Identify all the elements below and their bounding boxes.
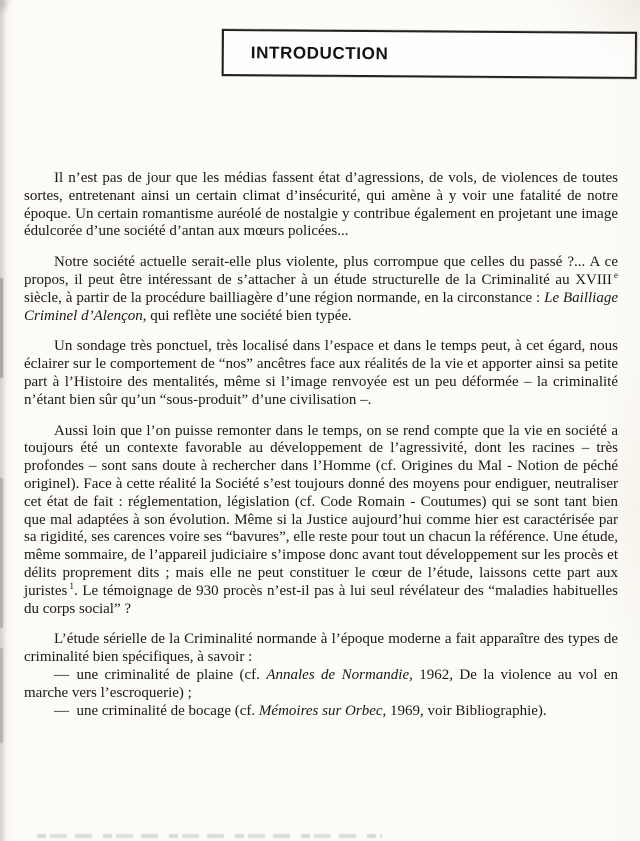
text-run: Aussi loin que l’on puisse remonter dans le temps, on se rend compte que la vie en société a toujours été un contexte favorable au développement de l’agressivité, dont les racines – très profondes – sont sans doute à rechercher dans l’Homme (cf. Origines du Mal - Notion de péché originel). Face à cette réalité la Société s’est toujours donné des moyens pour endiguer, neutraliser cet état de fait : réglementation, législation (cf. Code Romain - Coutumes) qui se sont tant bien que mal adaptées à son évolution. Même si la Justice aujourd’hui comme hier est caractérisée par sa rigidité, ses carences voire ses “bavures”, elle reste pour tout un chacun la référence. Une étude, même sommaire, de l’appareil judiciaire s’impose donc avant tout développement sur les procès et délits proprement dits ; mais elle ne peut constituer le cœur de l’étude, laissons cette part aux juristes bbox=[24, 422, 618, 599]
paragraph-medias bbox=[24, 170, 618, 241]
body-text bbox=[24, 170, 618, 720]
text-run: — une criminalité de plaine (cf. bbox=[54, 666, 267, 683]
paragraph-sondage bbox=[24, 338, 618, 409]
scan-streak-artifact bbox=[0, 648, 3, 743]
text-run: Un sondage très ponctuel, très localisé dans l’espace et dans le temps peut, à cet égard, nous éclairer sur le comportement de “nos” ancêtres face aux réalités de la vie et apporter ainsi sa petite part à l’Histoire des mentalités, même si l’image renvoyée est un peu déformée – la criminalité n’étant bien sûr qu’un “sous-produit” d’une civilisation –. bbox=[24, 338, 618, 408]
text-run: siècle, à partir de la procédure bailliagère d’une région normande, en la circonstance : bbox=[24, 289, 545, 306]
scan-streak-artifact bbox=[0, 478, 3, 628]
title-box bbox=[222, 29, 637, 79]
text-run: , qui reflète une société bien typée. bbox=[142, 307, 352, 324]
text-run-italic: Mémoires sur Orbec bbox=[258, 702, 383, 719]
paragraph-etude-serielle bbox=[24, 631, 618, 667]
text-run: , 1962, De la violence au vol en marche vers l’escroquerie) ; bbox=[24, 666, 618, 701]
text-run: Il n’est pas de jour que les médias fassent état d’agressions, de vols, de violences de toutes sortes, entretenant ainsi un certain climat d’insécurité, qui amène à y voir une fatalité de notre époque. Un certain romantisme auréolé de nostalgie y contribue également en projetant une image édulcorée d’une société d’antan aux mœurs policées... bbox=[24, 170, 618, 240]
text-run-italic: Le Bailliage Criminel d’Alençon bbox=[24, 289, 618, 324]
text-run-sup: e bbox=[613, 270, 618, 281]
scan-corner-smudge bbox=[0, 0, 18, 22]
text-run: . Le témoignage de 930 procès n’est-il pas à lui seul révélateur des “maladies habituelles du corps social” ? bbox=[24, 582, 618, 617]
text-run-sup: 1 bbox=[69, 581, 74, 592]
paragraph-societe-actuelle bbox=[24, 254, 618, 325]
scan-streak-artifact bbox=[0, 278, 3, 378]
text-run: — une criminalité de bocage (cf. bbox=[54, 702, 259, 719]
page-title: INTRODUCTION bbox=[250, 42, 389, 63]
footnote-fragment-artifact bbox=[37, 834, 382, 838]
text-run: , 1969, voir Bibliographie). bbox=[382, 702, 547, 719]
scan-edge-shadow bbox=[0, 0, 7, 841]
text-run: Notre société actuelle serait-elle plus violente, plus corrompue que celles du passé ?... A ce propos, il peut être intéressant de s’attacher à un étude structurelle de la Criminalité au XVIII bbox=[24, 254, 618, 288]
text-run-italic: Annales de Normandie bbox=[266, 666, 410, 683]
text-run: L’étude sérielle de la Criminalité normande à l’époque moderne a fait apparaître des types de criminalité bien spécifiques, à savoir : bbox=[24, 631, 618, 666]
list-item-criminalite-plaine bbox=[24, 667, 618, 703]
list-item-criminalite-bocage bbox=[24, 703, 618, 721]
paragraph-agressivite bbox=[24, 423, 618, 619]
